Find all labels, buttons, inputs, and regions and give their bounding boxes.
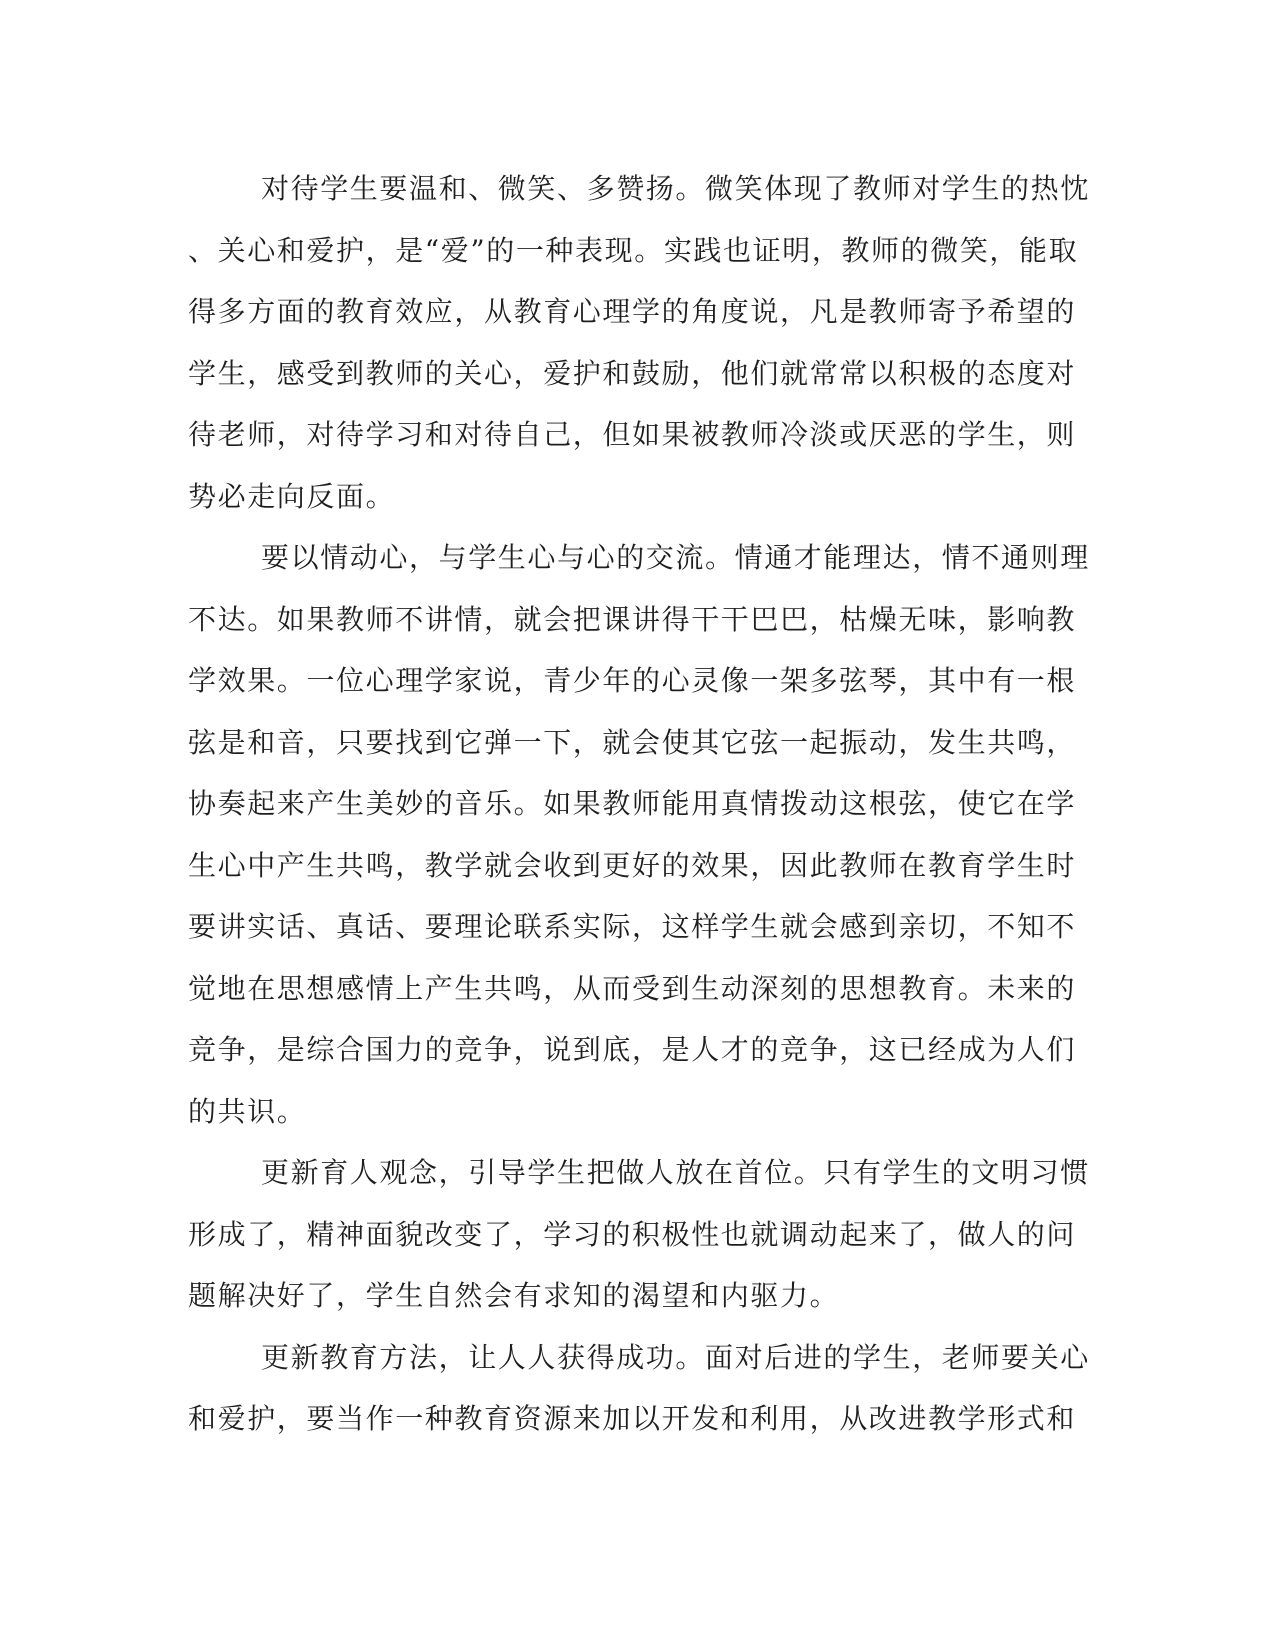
text-line: 觉地在思想感情上产生共鸣，从而受到生动深刻的思想教育。未来的 — [188, 971, 1077, 1005]
paragraph-4 — [188, 1327, 1088, 1450]
text-line: 学生，感受到教师的关心，爱护和鼓励，他们就常常以积极的态度对 — [188, 356, 1077, 390]
text-line: 的共识。 — [188, 1094, 307, 1128]
text-line: 学效果。一位心理学家说，青少年的心灵像一架多弦琴，其中有一根 — [188, 664, 1077, 697]
text-line: 、关心和爱护，是“爱”的一种表现。实践也证明，教师的微笑，能取 — [188, 233, 1079, 267]
body-text — [188, 158, 1088, 1450]
text-line: 竞争，是综合国力的竞争，说到底，是人才的竞争，这已经成为人们 — [188, 1033, 1077, 1066]
text-line: 和爱护，要当作一种教育资源来加以开发和利用，从改进教学形式和 — [188, 1402, 1077, 1435]
text-line: 要以情动心，与学生心与心的交流。情通才能理达，情不通则理 — [261, 541, 1090, 574]
text-line: 得多方面的教育效应，从教育心理学的角度说，凡是教师寄予希望的 — [188, 295, 1077, 328]
text-line: 势必走向反面。 — [188, 479, 396, 513]
paragraph-1 — [188, 158, 1088, 527]
text-line: 不达。如果教师不讲情，就会把课讲得干干巴巴，枯燥无味，影响教 — [188, 602, 1077, 636]
paragraph-2 — [188, 527, 1088, 1142]
paragraph-3 — [188, 1142, 1088, 1327]
text-line: 更新育人观念，引导学生把做人放在首位。只有学生的文明习惯 — [261, 1156, 1090, 1189]
text-line: 更新教育方法，让人人获得成功。面对后进的学生，老师要关心 — [261, 1340, 1090, 1374]
text-line: 待老师，对待学习和对待自己，但如果被教师冷淡或厌恶的学生，则 — [188, 418, 1077, 451]
text-line: 题解决好了，学生自然会有求知的渴望和内驱力。 — [188, 1279, 840, 1312]
text-line: 协奏起来产生美妙的音乐。如果教师能用真情拨动这根弦，使它在学 — [188, 787, 1077, 820]
text-line: 要讲实话、真话、要理论联系实际，这样学生就会感到亲切，不知不 — [188, 910, 1077, 943]
text-line: 形成了，精神面貌改变了，学习的积极性也就调动起来了，做人的问 — [188, 1217, 1077, 1251]
text-line: 生心中产生共鸣，教学就会收到更好的效果，因此教师在教育学生时 — [188, 848, 1077, 882]
text-line: 弦是和音，只要找到它弹一下，就会使其它弦一起振动，发生共鸣， — [188, 725, 1077, 759]
text-line: 对待学生要温和、微笑、多赞扬。微笑体现了教师对学生的热忱 — [261, 172, 1090, 205]
